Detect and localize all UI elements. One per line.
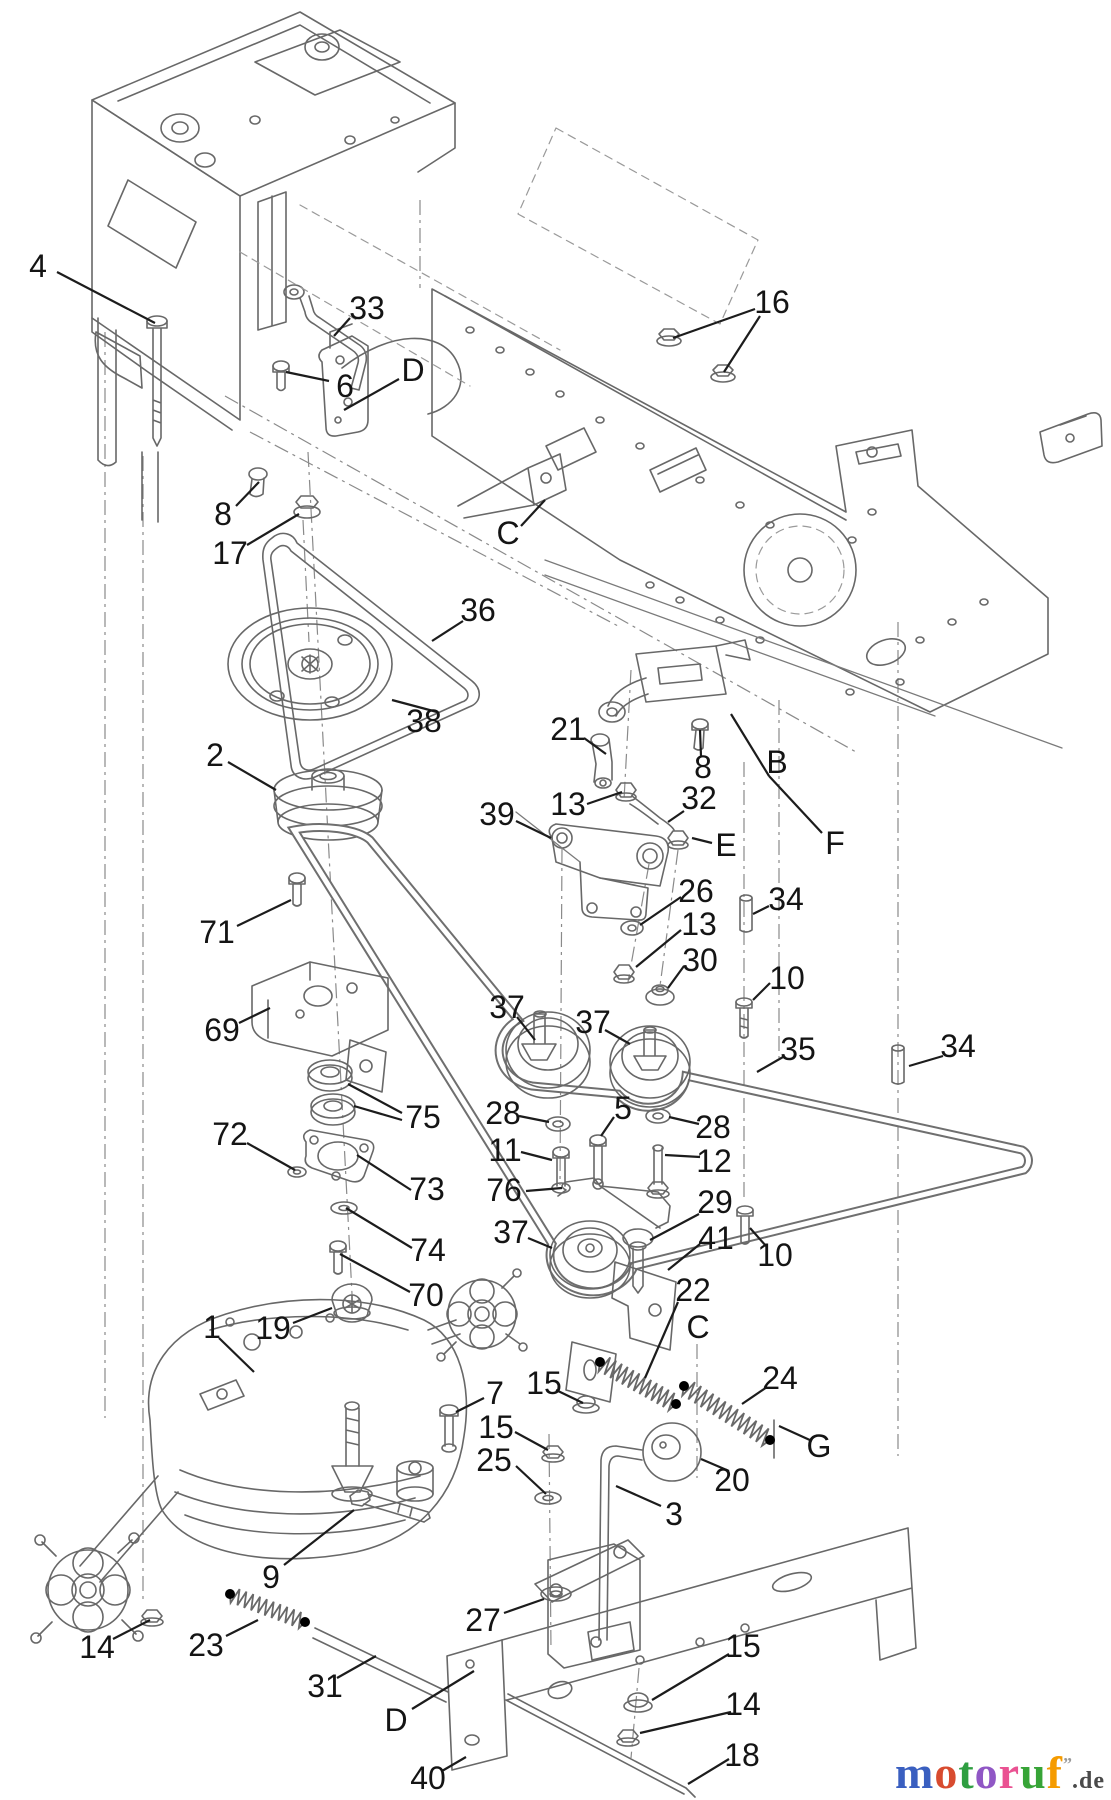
callout-12: 12 bbox=[696, 1143, 732, 1179]
leader-line-11 bbox=[521, 1152, 552, 1160]
leader-line-15 bbox=[515, 1432, 548, 1450]
callout-7: 7 bbox=[486, 1375, 504, 1411]
callout-14: 14 bbox=[79, 1629, 115, 1665]
leader-line-17 bbox=[247, 514, 299, 545]
callout-28: 28 bbox=[695, 1109, 731, 1145]
callout-75: 75 bbox=[405, 1099, 441, 1135]
callout-69: 69 bbox=[204, 1012, 240, 1048]
callout-26: 26 bbox=[678, 873, 714, 909]
leader-line-16 bbox=[673, 309, 755, 338]
leader-line-75 bbox=[348, 1084, 402, 1113]
spring-23-hook bbox=[225, 1589, 235, 1599]
leader-line-13 bbox=[636, 930, 681, 967]
callout-16: 16 bbox=[754, 284, 790, 320]
callout-21: 21 bbox=[550, 711, 586, 747]
pulley-hub bbox=[397, 1461, 433, 1475]
nut-16b bbox=[713, 365, 733, 376]
idler-bracket-39 bbox=[516, 812, 668, 920]
callout-19: 19 bbox=[255, 1310, 291, 1346]
callout-13: 13 bbox=[550, 786, 586, 822]
callout-23: 23 bbox=[188, 1627, 224, 1663]
leader-line-28 bbox=[519, 1116, 549, 1122]
callout-41: 41 bbox=[698, 1220, 734, 1256]
bolt-8-right bbox=[692, 719, 708, 729]
callout-4: 4 bbox=[29, 248, 47, 284]
callout-30: 30 bbox=[682, 942, 718, 978]
callout-15: 15 bbox=[725, 1628, 761, 1664]
rod-32 bbox=[630, 796, 674, 830]
leader-line-1 bbox=[219, 1338, 254, 1372]
callout-18: 18 bbox=[724, 1737, 760, 1773]
spacer-34a bbox=[740, 898, 752, 932]
callout-28: 28 bbox=[485, 1095, 521, 1131]
logo-letter: f bbox=[1046, 1747, 1063, 1798]
logo-letter: t bbox=[958, 1747, 975, 1798]
callout-35: 35 bbox=[780, 1031, 816, 1067]
leader-line-5 bbox=[601, 1117, 614, 1136]
spring-24-hook bbox=[679, 1381, 689, 1391]
bolt-71 bbox=[289, 873, 305, 883]
callout-F: F bbox=[825, 825, 845, 861]
bolt-12 bbox=[654, 1148, 662, 1184]
callout-39: 39 bbox=[479, 796, 515, 832]
drive-belt-35 bbox=[294, 828, 1028, 1292]
callout-D: D bbox=[384, 1702, 408, 1738]
washer-25 bbox=[535, 1492, 561, 1504]
nut-14-right bbox=[618, 1730, 638, 1742]
leader-line-27 bbox=[504, 1599, 544, 1613]
leader-line-76 bbox=[526, 1188, 562, 1191]
logo-suffix: .de bbox=[1072, 1768, 1105, 1794]
callout-13: 13 bbox=[681, 906, 717, 942]
callout-20: 20 bbox=[714, 1462, 750, 1498]
callout-33: 33 bbox=[349, 290, 385, 326]
callout-27: 27 bbox=[465, 1602, 501, 1638]
logo-letter: o bbox=[974, 1747, 999, 1798]
callout-22: 22 bbox=[675, 1272, 711, 1308]
leader-line-25 bbox=[516, 1466, 546, 1494]
callout-G: G bbox=[806, 1428, 832, 1464]
left-wheel-hub bbox=[31, 1533, 143, 1643]
leader-line-14 bbox=[113, 1620, 150, 1639]
belt-36 bbox=[263, 533, 479, 779]
callout-37: 37 bbox=[493, 1214, 529, 1250]
latch-bracket bbox=[636, 646, 726, 702]
bolt-5 bbox=[590, 1135, 606, 1145]
callout-E: E bbox=[715, 827, 737, 863]
spring-22-hook bbox=[595, 1357, 605, 1367]
leader-line-16 bbox=[724, 316, 760, 372]
washer-28a bbox=[546, 1117, 570, 1131]
leader-line-14 bbox=[640, 1712, 731, 1733]
callout-73: 73 bbox=[409, 1171, 445, 1207]
callout-5: 5 bbox=[614, 1090, 632, 1126]
logo-mark: ” bbox=[1063, 1754, 1072, 1774]
frame-bracket-40 bbox=[313, 1420, 916, 1797]
leader-line-12 bbox=[665, 1155, 700, 1157]
logo-letter: r bbox=[998, 1747, 1021, 1798]
spring-24-hook bbox=[765, 1435, 775, 1445]
leader-line-71 bbox=[237, 900, 291, 926]
callout-70: 70 bbox=[408, 1277, 444, 1313]
leader-line-72 bbox=[247, 1143, 295, 1170]
callout-29: 29 bbox=[697, 1184, 733, 1220]
callout-labels bbox=[29, 248, 976, 1796]
leader-line-8 bbox=[236, 482, 259, 506]
leader-line-23 bbox=[226, 1620, 258, 1636]
spindle bbox=[346, 1408, 359, 1466]
leader-line-15 bbox=[652, 1654, 729, 1700]
callout-6: 6 bbox=[336, 368, 354, 404]
callout-10: 10 bbox=[769, 960, 805, 996]
lower-fasteners bbox=[141, 1396, 652, 1746]
logo-word bbox=[895, 1747, 1063, 1798]
leader-line-69 bbox=[239, 1008, 270, 1023]
linkage-parts bbox=[591, 734, 904, 1244]
spring-22-hook bbox=[671, 1399, 681, 1409]
mid-fasteners bbox=[546, 1109, 676, 1402]
pto-belt-36-and-pulley-38 bbox=[228, 533, 479, 779]
callout-14: 14 bbox=[725, 1686, 761, 1722]
logo-letter: o bbox=[934, 1747, 959, 1798]
callout-15: 15 bbox=[478, 1409, 514, 1445]
callout-11: 11 bbox=[488, 1132, 522, 1168]
callout-B: B bbox=[766, 744, 788, 780]
leader-line-36 bbox=[432, 621, 463, 641]
callout-2: 2 bbox=[206, 737, 224, 773]
callout-C: C bbox=[686, 1309, 710, 1345]
callout-31: 31 bbox=[307, 1668, 343, 1704]
spring-23-hook bbox=[300, 1617, 310, 1627]
callout-24: 24 bbox=[762, 1360, 798, 1396]
bracket-69 bbox=[252, 962, 388, 1056]
rod-18 bbox=[506, 1694, 695, 1797]
washer-28b bbox=[646, 1109, 670, 1123]
bolt-70 bbox=[330, 1241, 346, 1251]
left-axle bbox=[80, 1476, 178, 1582]
callout-34: 34 bbox=[768, 881, 804, 917]
nut-14-left bbox=[142, 1610, 162, 1622]
leader-line-C bbox=[521, 500, 545, 526]
callout-10: 10 bbox=[757, 1237, 793, 1273]
bolt-6 bbox=[273, 361, 289, 371]
callout-74: 74 bbox=[410, 1232, 446, 1268]
knob-20 bbox=[643, 1423, 701, 1481]
callout-15: 15 bbox=[526, 1365, 562, 1401]
leader-line-34 bbox=[909, 1056, 943, 1066]
top-chassis-frame bbox=[92, 12, 455, 522]
callout-34: 34 bbox=[940, 1028, 976, 1064]
bolt-10b bbox=[737, 1206, 753, 1214]
leader-line-F bbox=[731, 714, 769, 776]
bushing-75b bbox=[311, 1099, 355, 1125]
logo-letter: u bbox=[1020, 1747, 1047, 1798]
leader-line-F bbox=[769, 776, 822, 833]
right-axle bbox=[428, 1320, 460, 1344]
callout-76: 76 bbox=[486, 1172, 522, 1208]
callout-37: 37 bbox=[489, 989, 525, 1025]
bolt-7 bbox=[440, 1405, 458, 1415]
callout-9: 9 bbox=[262, 1559, 280, 1595]
callout-1: 1 bbox=[203, 1309, 221, 1345]
callout-17: 17 bbox=[212, 535, 248, 571]
callout-36: 36 bbox=[460, 592, 496, 628]
callout-72: 72 bbox=[212, 1116, 248, 1152]
leader-line-10 bbox=[753, 983, 770, 1000]
nut-16a bbox=[659, 329, 679, 340]
logo-letter: m bbox=[895, 1747, 935, 1798]
callout-32: 32 bbox=[681, 780, 717, 816]
callout-D: D bbox=[401, 352, 425, 388]
callout-8: 8 bbox=[694, 749, 712, 785]
lever-76 bbox=[558, 1178, 670, 1228]
bolt-11 bbox=[553, 1147, 569, 1157]
callout-C: C bbox=[496, 515, 520, 551]
leader-line-74 bbox=[346, 1208, 412, 1248]
callout-37: 37 bbox=[575, 1004, 611, 1040]
plunger-29 bbox=[623, 1229, 653, 1247]
motoruf-logo[interactable] bbox=[895, 1747, 1105, 1798]
callout-25: 25 bbox=[476, 1442, 512, 1478]
leader-line-34 bbox=[753, 906, 769, 914]
leader-line-35 bbox=[757, 1057, 783, 1072]
leader-line-18 bbox=[688, 1759, 729, 1784]
leader-line-3 bbox=[616, 1486, 661, 1506]
leader-line-39 bbox=[516, 821, 551, 838]
callout-71: 71 bbox=[199, 914, 235, 950]
callout-3: 3 bbox=[665, 1496, 683, 1532]
callout-8: 8 bbox=[214, 496, 232, 532]
callout-38: 38 bbox=[406, 703, 442, 739]
leader-line-E bbox=[692, 838, 712, 843]
callout-40: 40 bbox=[410, 1760, 446, 1796]
leader-line-2 bbox=[228, 762, 276, 790]
right-wheel-hub bbox=[437, 1269, 527, 1361]
washer-26 bbox=[621, 921, 643, 935]
leader-line-4 bbox=[57, 272, 155, 323]
